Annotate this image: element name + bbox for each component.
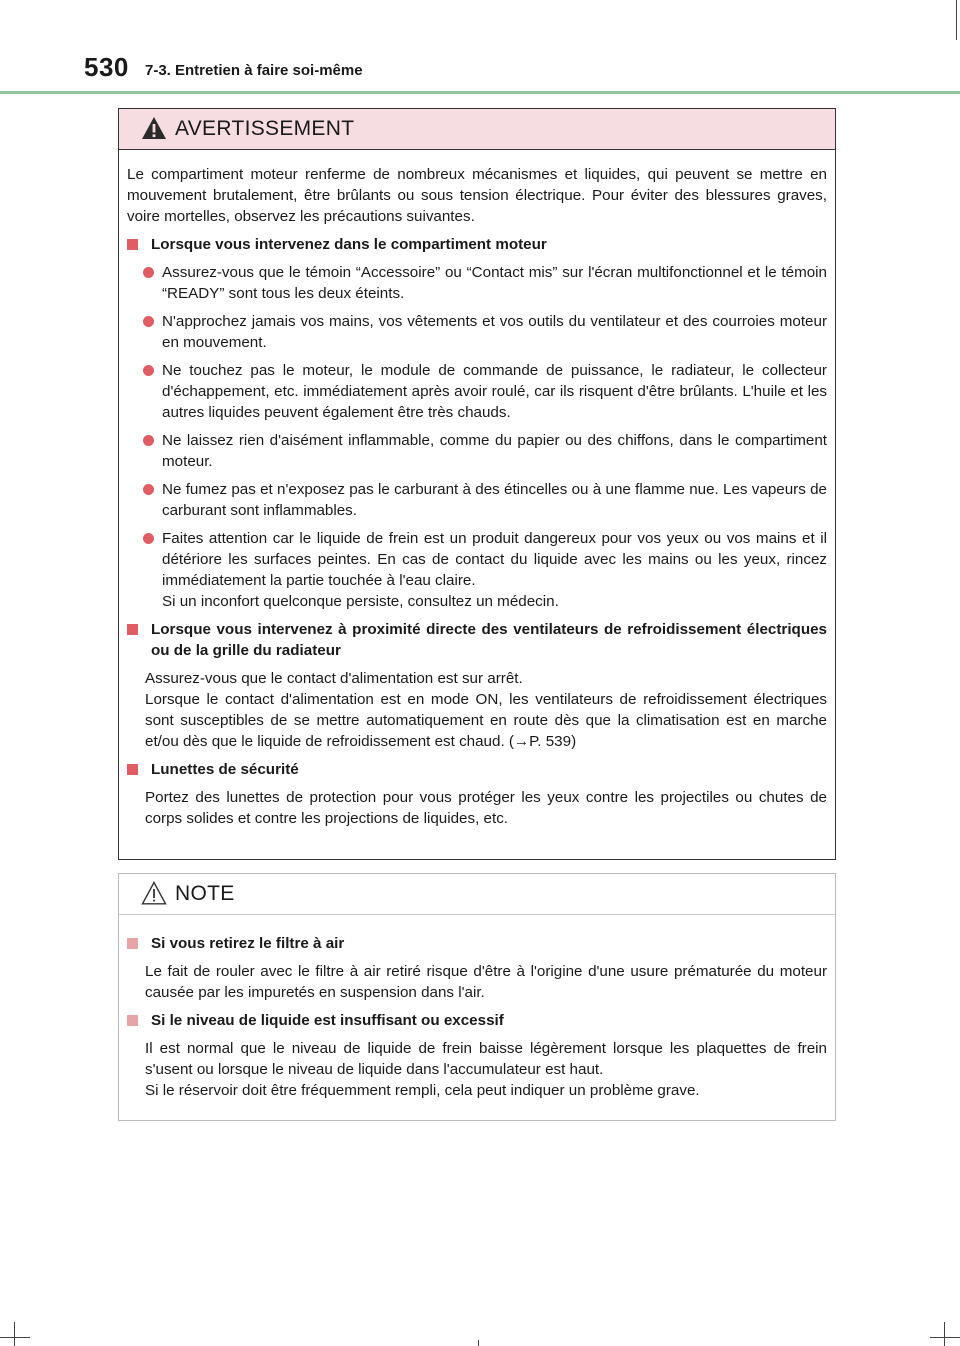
list-item: N'approchez jamais vos mains, vos vêtements et vos outils du ventilateur et des courroies moteur en mouvement. xyxy=(127,311,827,353)
square-bullet-icon xyxy=(127,1015,138,1026)
warning-header xyxy=(119,109,835,150)
note-section-heading: Si le niveau de liquide est insuffisant ou excessif xyxy=(127,1010,827,1031)
warning-intro: Le compartiment moteur renferme de nombreux mécanismes et liquides, qui peuvent se mettre en mouvement brutalement, être brûlants ou sous tension électrique. Pour éviter des blessures graves, voire mortelles, observez les précautions suivantes. xyxy=(127,166,827,225)
note-title: NOTE xyxy=(175,882,235,905)
round-bullet-icon xyxy=(143,365,154,376)
crop-mark xyxy=(944,1322,945,1346)
section-text: Assurez-vous que le contact d'alimentation est sur arrêt. Lorsque le contact d'alimentation est en mode ON, les ventilateurs de refroidissement électriques sont susceptibles de se mettre automatiquement en route dès que la climatisation est en marche et/ou dès que le liquide de refroidissement est chaud. (→P. 539) xyxy=(145,670,827,750)
list-item: Assurez-vous que le témoin “Accessoire” ou “Contact mis” sur l'écran multifonctionnel et le témoin “READY” sont tous les deux éteints. xyxy=(127,262,827,304)
warning-title: AVERTISSEMENT xyxy=(175,117,355,140)
crop-mark xyxy=(956,0,957,40)
warning-section-heading: Lorsque vous intervenez dans le compartiment moteur xyxy=(127,234,827,255)
bullet-extra-line: Si un inconfort quelconque persiste, consultez un médecin. xyxy=(162,593,559,610)
crop-mark xyxy=(0,1337,30,1338)
square-bullet-icon xyxy=(127,938,138,949)
square-bullet-icon xyxy=(127,624,138,635)
section-text: Il est normal que le niveau de liquide de frein baisse légèrement lorsque les plaquettes de frein s'usent ou lorsque le niveau de liquide dans l'accumulateur est haut. Si le réservoir doit être fréquemment rempli, cela peut indiquer un problème grave. xyxy=(145,1040,827,1099)
warning-section-heading: Lorsque vous intervenez à proximité directe des ventilateurs de refroidissement électriques ou de la grille du radiateur xyxy=(127,619,827,661)
note-body xyxy=(119,915,835,1101)
square-bullet-icon xyxy=(127,764,138,775)
section-title: 7-3. Entretien à faire soi-même xyxy=(145,62,363,79)
note-box xyxy=(118,873,836,1121)
warning-triangle-icon xyxy=(141,116,167,140)
crop-mark xyxy=(930,1337,960,1338)
section-text: Le fait de rouler avec le filtre à air retiré risque d'être à l'origine d'une usure prématurée du moteur causée par les impuretés en suspension dans l'air. xyxy=(145,963,827,1001)
square-bullet-icon xyxy=(127,239,138,250)
round-bullet-icon xyxy=(143,484,154,495)
header-rule xyxy=(0,91,960,94)
round-bullet-icon xyxy=(143,435,154,446)
crop-mark xyxy=(478,1340,479,1346)
section-text: Portez des lunettes de protection pour vous protéger les yeux contre les projectiles ou chutes de corps solides et contre les projections de liquides, etc. xyxy=(145,789,827,827)
page-number: 530 xyxy=(84,52,129,82)
warning-box xyxy=(118,108,836,860)
list-item: Ne fumez pas et n'exposez pas le carburant à des étincelles ou à une flamme nue. Les vapeurs de carburant sont inflammables. xyxy=(127,479,827,521)
round-bullet-icon xyxy=(143,316,154,327)
list-item: Ne touchez pas le moteur, le module de commande de puissance, le radiateur, le collecteur d'échappement, etc. immédiatement après avoir roulé, car ils risquent d'être brûlants. L'huile et les autres liquides peuvent également être très chauds. xyxy=(127,360,827,423)
warning-section-heading: Lunettes de sécurité xyxy=(127,759,827,780)
list-item: Faites attention car le liquide de frein est un produit dangereux pour vos yeux ou vos mains et il détériore les surfaces peintes. En cas de contact du liquide avec les mains ou les yeux, rincez immédiatement la partie touchée à l'eau claire. Si un inconfort quelconque persiste, consultez un médecin. xyxy=(127,528,827,612)
round-bullet-icon xyxy=(143,533,154,544)
caution-triangle-icon xyxy=(141,881,167,905)
note-header xyxy=(119,874,835,915)
page-header xyxy=(0,0,960,96)
note-section-heading: Si vous retirez le filtre à air xyxy=(127,933,827,954)
crop-mark xyxy=(14,1322,15,1346)
warning-body xyxy=(119,150,835,829)
round-bullet-icon xyxy=(143,267,154,278)
list-item: Ne laissez rien d'aisément inflammable, comme du papier ou des chiffons, dans le compartiment moteur. xyxy=(127,430,827,472)
